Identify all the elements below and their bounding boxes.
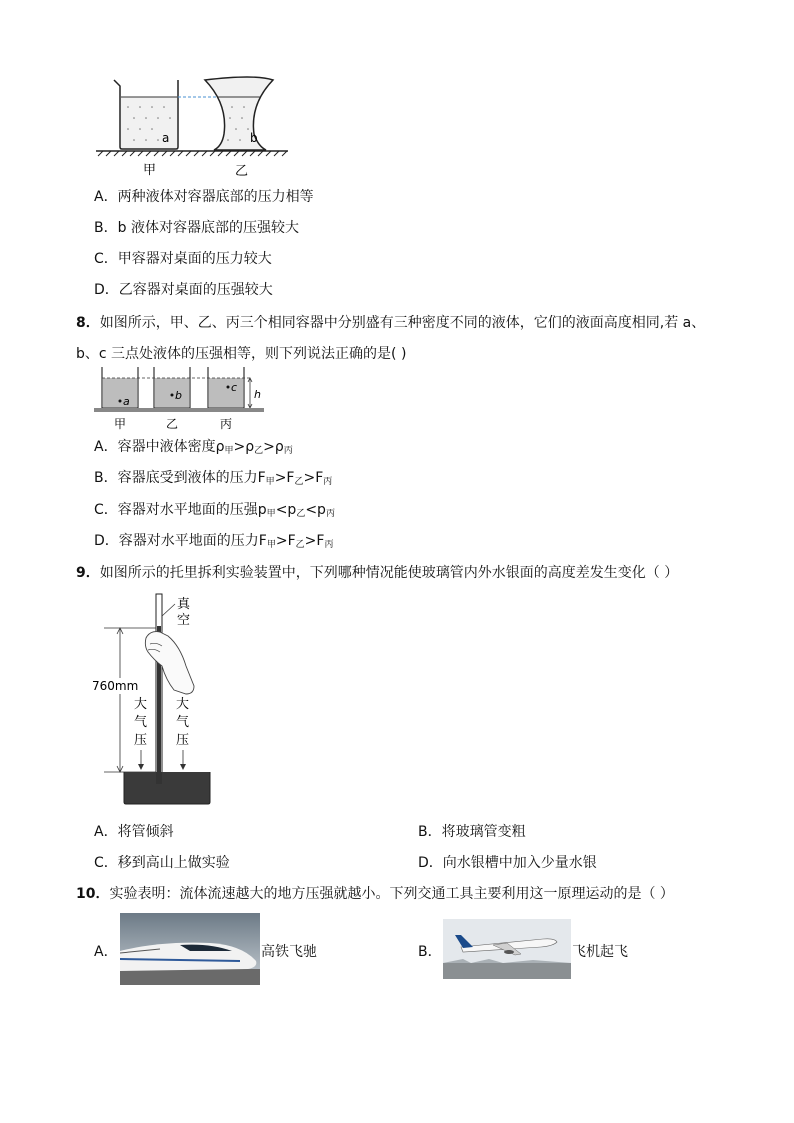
- q8-option-a[interactable]: [94, 436, 293, 456]
- q8-option-c-mid1: <p: [275, 502, 297, 518]
- q8-figure: [92, 364, 272, 430]
- q8-container-3: 丙: [220, 417, 233, 430]
- q8-option-b[interactable]: [94, 467, 332, 487]
- q8-option-c-text: C．容器对水平地面的压强p: [94, 502, 267, 518]
- q9-stem: [76, 562, 678, 582]
- q8-option-c-mid2: <p: [305, 502, 326, 518]
- q9-option-c[interactable]: C．移到高山上做实验: [94, 855, 230, 871]
- q9-atm-left-2: 气: [134, 715, 148, 730]
- q7-label-left: 甲: [143, 163, 157, 178]
- q9-atm-left-1: 大: [134, 697, 148, 712]
- q10-option-a-letter: A．: [94, 944, 118, 960]
- q8-height-label: h: [254, 388, 261, 401]
- q8-option-a-mid1: >ρ: [233, 439, 255, 455]
- q8-option-d-mid2: >F: [304, 533, 325, 549]
- q10-option-a-caption: 高铁飞驰: [261, 944, 317, 960]
- q7-option-d[interactable]: D．乙容器对桌面的压强较大: [94, 282, 273, 298]
- q8-option-a-mid2: >ρ: [263, 439, 284, 455]
- q8-number: 8．: [76, 315, 100, 331]
- high-speed-train-image: [120, 913, 260, 985]
- q8-option-c[interactable]: [94, 499, 335, 519]
- sub: 乙: [295, 540, 305, 550]
- sub: 甲: [266, 540, 276, 550]
- q7-label-a: a: [162, 131, 170, 145]
- q8-stem-line2: b、c 三点处液体的压强相等，则下列说法正确的是( ): [76, 346, 407, 362]
- q9-vacuum-2: 空: [177, 613, 191, 628]
- q7-option-c[interactable]: C．甲容器对桌面的压力较大: [94, 251, 272, 267]
- q9-atm-left-3: 压: [134, 733, 148, 748]
- q8-option-b-text: B．容器底受到液体的压力F: [94, 470, 266, 486]
- q8-option-d-text: D．容器对水平地面的压力F: [94, 533, 267, 549]
- q10-option-a[interactable]: [94, 941, 118, 961]
- q7-label-right: 乙: [235, 164, 249, 179]
- q8-stem-line1: [76, 312, 705, 332]
- q8-point-b: b: [175, 389, 182, 402]
- q9-option-d[interactable]: D．向水银槽中加入少量水银: [418, 855, 597, 871]
- q9-figure: [90, 590, 220, 808]
- sub: 丙: [283, 446, 293, 456]
- q10-option-b-caption: 飞机起飞: [572, 944, 628, 960]
- sub: 丙: [325, 509, 335, 519]
- sub: 丙: [323, 477, 333, 487]
- q7-label-b: b: [250, 131, 258, 145]
- airplane-takeoff-image: [443, 919, 571, 979]
- q9-atm-right-2: 气: [176, 715, 190, 730]
- sub: 乙: [294, 477, 304, 487]
- q10-text: 实验表明：流体流速越大的地方压强就越小。下列交通工具主要利用这一原理运动的是（ ）: [109, 886, 674, 902]
- sub: 甲: [265, 477, 275, 487]
- q9-vacuum-1: 真: [177, 597, 191, 612]
- q8-point-c: c: [231, 381, 238, 394]
- sub: 甲: [224, 446, 234, 456]
- q8-container-1: 甲: [114, 417, 127, 430]
- q9-option-b[interactable]: B．将玻璃管变粗: [418, 824, 526, 840]
- q8-text-1: 如图所示，甲、乙、丙三个相同容器中分别盛有三种密度不同的液体，它们的液面高度相同,若 a、: [99, 315, 706, 331]
- q9-atm-right-1: 大: [176, 697, 190, 712]
- q10-option-b[interactable]: [418, 941, 442, 961]
- q10-stem: [76, 883, 674, 903]
- q7-option-a[interactable]: A．两种液体对容器底部的压力相等: [94, 189, 314, 205]
- sub: 甲: [266, 509, 276, 519]
- q10-number: 10．: [76, 886, 110, 902]
- q9-option-a[interactable]: A．将管倾斜: [94, 824, 174, 840]
- q10-option-b-letter: B．: [418, 944, 442, 960]
- q8-point-a: a: [123, 395, 130, 408]
- q8-option-b-mid2: >F: [303, 470, 324, 486]
- q8-option-b-mid1: >F: [274, 470, 295, 486]
- sub: 乙: [254, 446, 264, 456]
- q8-container-2: 乙: [166, 417, 179, 430]
- q9-number: 9．: [76, 565, 100, 581]
- q9-text: 如图所示的托里拆利实验装置中，下列哪种情况能使玻璃管内外水银面的高度差发生变化（ ）: [99, 565, 679, 581]
- sub: 乙: [296, 509, 306, 519]
- q8-option-d-mid1: >F: [275, 533, 296, 549]
- q9-atm-right-3: 压: [176, 733, 190, 748]
- q7-option-b[interactable]: B．b 液体对容器底部的压强较大: [94, 220, 299, 236]
- q8-option-a-text: A．容器中液体密度ρ: [94, 439, 225, 455]
- sub: 丙: [324, 540, 334, 550]
- q7-figure: [90, 74, 300, 184]
- q8-option-d[interactable]: [94, 530, 333, 550]
- q9-height-label: 760mm: [92, 679, 139, 693]
